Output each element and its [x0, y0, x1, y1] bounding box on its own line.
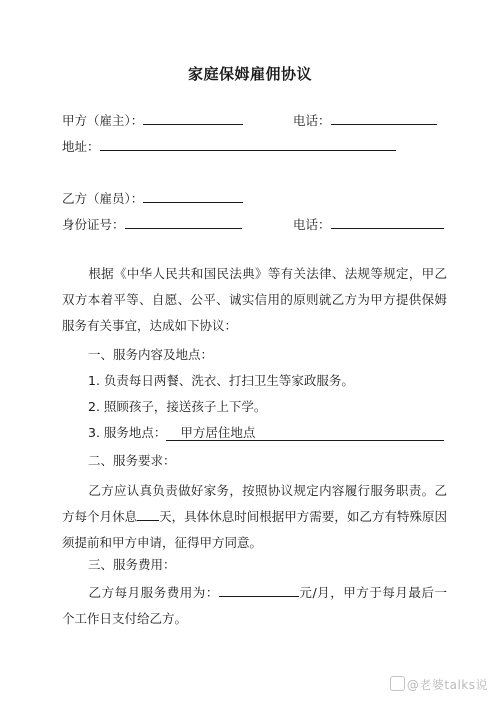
party-b-blank[interactable] — [143, 190, 243, 203]
party-a-phone-label: 电话： — [293, 113, 331, 128]
section3-text-part2: 元/月，甲方于每月最后一个工作日支付给乙方。 — [62, 585, 447, 626]
party-a-line — [62, 112, 243, 130]
section1-item3 — [88, 424, 444, 442]
party-b-id-blank[interactable] — [125, 216, 242, 229]
watermark-text: @老婆talks说 — [406, 678, 488, 692]
party-b-id-line — [62, 216, 242, 234]
watermark — [390, 676, 488, 693]
intro-paragraph — [62, 261, 447, 339]
section1-item1: 1. 负责每日两餐、洗衣、打扫卫生等家政服务。 — [88, 373, 354, 388]
service-location-label: 3. 服务地点： — [88, 425, 167, 440]
watermark-logo-icon — [390, 676, 405, 691]
party-a-blank[interactable] — [143, 112, 243, 125]
party-b-label: 乙方（雇员）： — [62, 191, 144, 206]
section3-heading: 三、服务费用： — [88, 557, 176, 572]
section2-text-part1: 乙方应认真负责做好家务，按照协议规定内容履行服务职责。乙方每个月休息 — [62, 483, 447, 524]
service-location-field[interactable] — [166, 425, 444, 441]
party-b-id-label: 身份证号： — [62, 217, 125, 232]
party-a-address-blank[interactable] — [100, 138, 396, 151]
monthly-fee-blank[interactable] — [219, 584, 299, 597]
document-title: 家庭保姆雇佣协议 — [187, 65, 312, 83]
section2-paragraph — [62, 478, 447, 556]
party-b-phone-line — [293, 216, 444, 234]
section2-heading: 二、服务要求： — [88, 453, 176, 468]
party-a-phone-blank[interactable] — [331, 112, 437, 125]
rest-days-blank[interactable] — [137, 508, 159, 521]
section3-paragraph — [62, 580, 447, 632]
service-location-value: 甲方居住地点 — [180, 425, 256, 440]
party-a-label: 甲方（雇主）： — [62, 113, 144, 128]
intro-text: 根据《中华人民共和国民法典》等有关法律、法规等规定，甲乙双方本着平等、自愿、公平、诚实信用的原则就乙方为甲方提供保姆服务有关事宜，达成如下协议： — [62, 266, 447, 333]
party-a-phone-line — [293, 112, 437, 130]
party-b-phone-blank[interactable] — [331, 216, 444, 229]
section1-item2: 2. 照顾孩子，接送孩子上下学。 — [88, 399, 267, 414]
section3-text-part1: 乙方每月服务费用为： — [88, 585, 219, 600]
section1-heading: 一、服务内容及地点： — [88, 347, 214, 362]
party-b-line — [62, 190, 243, 208]
section2-text-part2: 天，具体休息时间根据甲方需要，如乙方有特殊原因须提前和甲方申请，征得甲方同意。 — [62, 509, 447, 550]
party-b-phone-label: 电话： — [293, 217, 331, 232]
party-a-address-line — [62, 138, 396, 156]
party-a-address-label: 地址： — [62, 139, 100, 154]
